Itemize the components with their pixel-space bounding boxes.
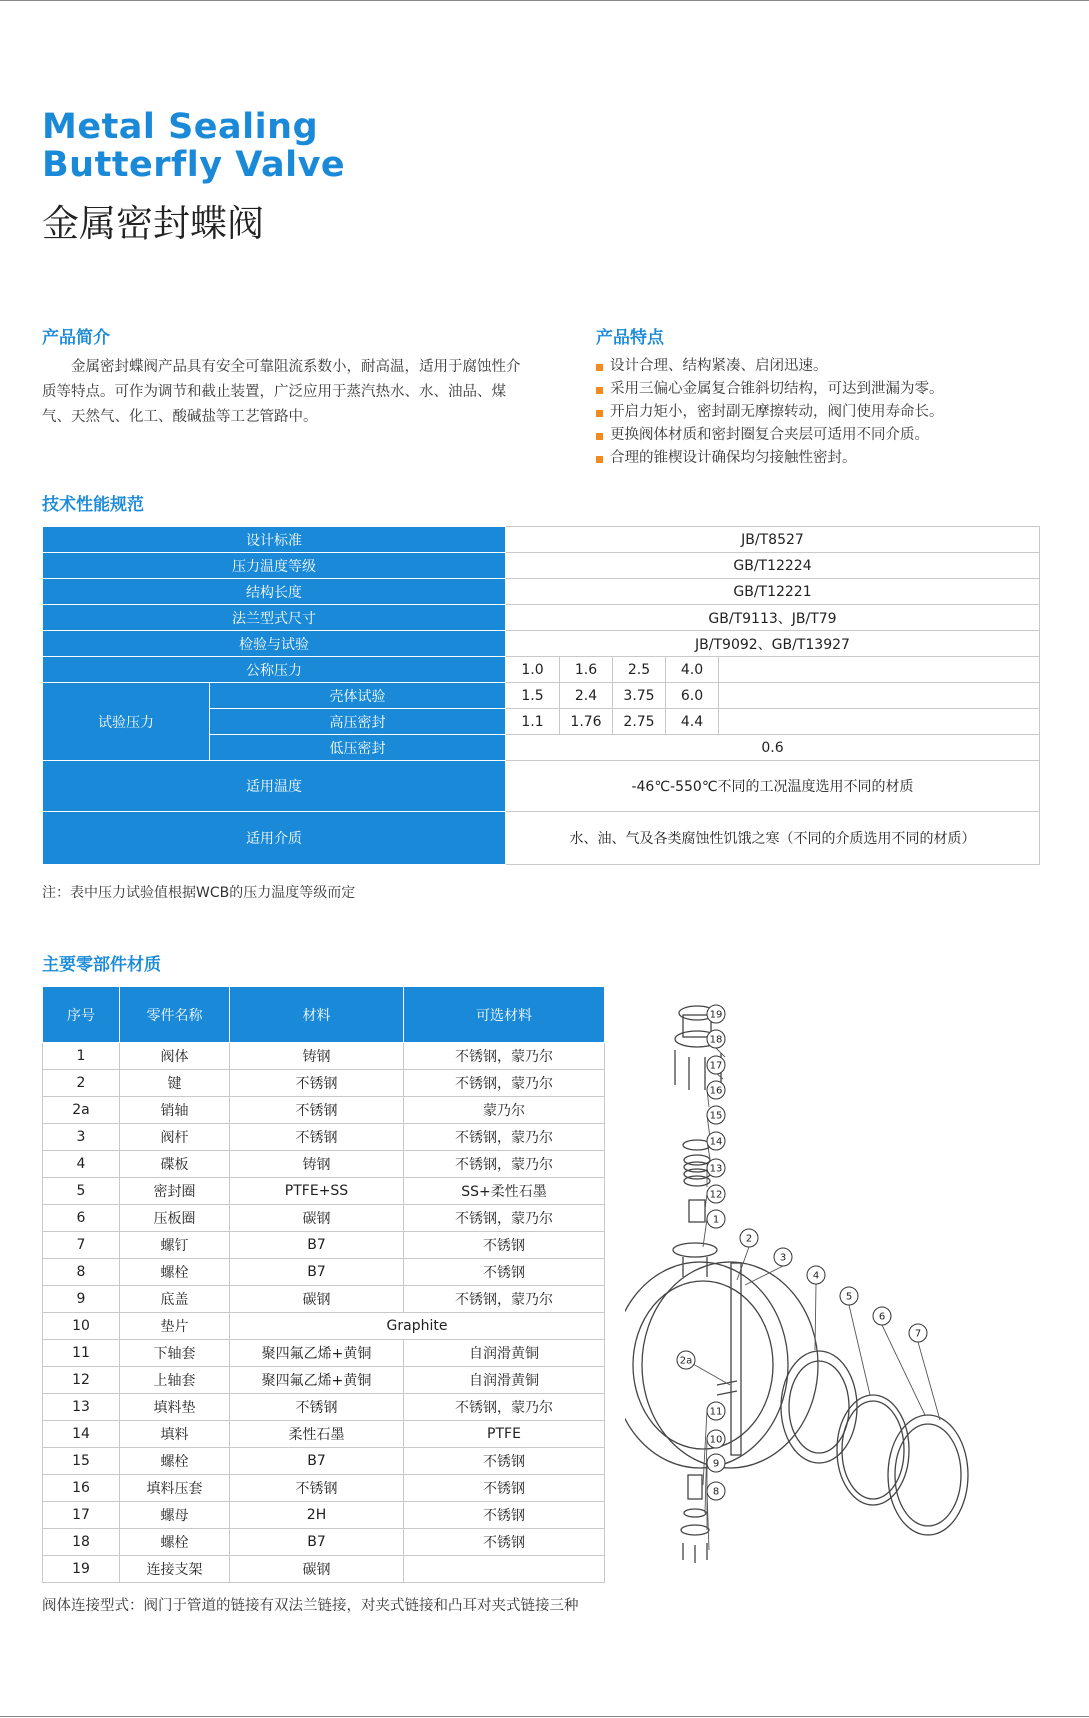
parts-cell: B7 [230,1259,404,1286]
parts-heading: 主要零部件材质 [42,955,161,975]
callout-label: 7 [914,1328,922,1340]
parts-cell [404,1556,605,1583]
parts-row [43,1502,605,1529]
spec-label: 设计标准 [43,527,506,553]
parts-cell: 螺钉 [120,1232,230,1259]
spec-cell [719,683,1040,709]
parts-cell: 垫片 [120,1313,230,1340]
callout-leader [918,1342,940,1420]
spec-cell: 1.5 [506,683,560,709]
parts-cell: 不锈钢，蒙乃尔 [404,1205,605,1232]
spec-label: 法兰型式尺寸 [43,605,506,631]
parts-cell: 不锈钢 [404,1259,605,1286]
parts-cell: 不锈钢，蒙乃尔 [404,1151,605,1178]
title-chinese: 金属密封蝶阀 [42,202,264,245]
parts-row [43,1043,605,1070]
parts-cell: 不锈钢，蒙乃尔 [404,1124,605,1151]
parts-row [43,1421,605,1448]
seal-ring [837,1395,909,1505]
spec-cell: 1.1 [506,709,560,735]
parts-row [43,1070,605,1097]
spec-value: GB/T9113、JB/T79 [506,605,1040,631]
spec-row [43,812,1040,865]
spec-cell: 6.0 [666,683,719,709]
parts-cell: 螺栓 [120,1448,230,1475]
parts-header: 可选材料 [404,987,605,1043]
spec-cell: 3.75 [613,683,666,709]
parts-cell: 13 [43,1394,120,1421]
parts-cell: Graphite [230,1313,605,1340]
parts-cell: 不锈钢 [404,1232,605,1259]
spec-label: 适用介质 [43,812,506,865]
callout-label: 15 [709,1110,723,1122]
parts-cell: 7 [43,1232,120,1259]
features-list [596,355,1046,470]
callout-label: 17 [709,1060,723,1072]
parts-cell: 填料 [120,1421,230,1448]
parts-cell: 下轴套 [120,1340,230,1367]
parts-cell: 键 [120,1070,230,1097]
parts-cell: PTFE [404,1421,605,1448]
title-en-line2: Butterfly Valve [42,145,346,185]
callout-label: 13 [709,1163,723,1175]
bottom-rule [0,1716,1089,1717]
gasket [684,1509,706,1517]
parts-cell: 上轴套 [120,1367,230,1394]
parts-cell: 聚四氟乙烯+黄铜 [230,1340,404,1367]
parts-cell: 17 [43,1502,120,1529]
parts-row [43,1529,605,1556]
spec-label: 公称压力 [43,657,506,683]
spec-cell: 2.5 [613,657,666,683]
spec-value: GB/T12221 [506,579,1040,605]
parts-cell: 碟板 [120,1151,230,1178]
parts-row [43,1205,605,1232]
features-heading: 产品特点 [596,328,664,348]
spec-row [43,631,1040,657]
spec-value: -46℃-550℃不同的工况温度选用不同的材质 [506,761,1040,812]
callout-label: 19 [709,1009,723,1021]
intro-text: 金属密封蝶阀产品具有安全可靠阻流系数小，耐高温，适用于腐蚀性介质等特点。可作为调节和截止装置，广泛应用于蒸汽热水、水、油品、煤气、天然气、化工、酸碱盐等工艺管路中。 [42,359,521,425]
parts-row [43,1448,605,1475]
parts-cell: 3 [43,1124,120,1151]
spec-label: 壳体试验 [210,683,506,709]
spec-label: 适用温度 [43,761,506,812]
parts-cell: 14 [43,1421,120,1448]
title-en-line1: Metal Sealing [42,107,319,147]
intro-heading: 产品简介 [42,328,110,348]
parts-cell: 2 [43,1070,120,1097]
callout-label: 12 [709,1189,723,1201]
spec-row [43,553,1040,579]
spec-value: JB/T8527 [506,527,1040,553]
parts-cell: 自润滑黄铜 [404,1367,605,1394]
parts-cell: 蒙乃尔 [404,1097,605,1124]
parts-cell: 不锈钢 [230,1070,404,1097]
parts-cell: 填料压套 [120,1475,230,1502]
parts-cell: 不锈钢 [404,1502,605,1529]
spec-cell: 4.4 [666,709,719,735]
spec-label: 压力温度等级 [43,553,506,579]
callout-label: 10 [709,1434,723,1446]
parts-cell: 不锈钢，蒙乃尔 [404,1043,605,1070]
callout-label: 1 [712,1214,720,1226]
spec-cell: 1.0 [506,657,560,683]
parts-cell: 销轴 [120,1097,230,1124]
parts-cell: 聚四氟乙烯+黄铜 [230,1367,404,1394]
parts-cell: 碳钢 [230,1286,404,1313]
feature-item: 设计合理、结构紧凑、启闭迅速。 [596,355,1046,378]
parts-row [43,1124,605,1151]
parts-cell: 5 [43,1178,120,1205]
parts-cell: 不锈钢 [404,1475,605,1502]
callout-label: 2 [745,1233,753,1245]
parts-cell: B7 [230,1529,404,1556]
callout-label: 3 [779,1252,787,1264]
parts-cell: 4 [43,1151,120,1178]
parts-row [43,1178,605,1205]
feature-item: 采用三偏心金属复合锥斜切结构，可达到泄漏为零。 [596,378,1046,401]
parts-cell: 不锈钢，蒙乃尔 [404,1070,605,1097]
parts-row [43,1286,605,1313]
parts-row [43,1340,605,1367]
parts-cell: 18 [43,1529,120,1556]
callout-label: 6 [878,1311,886,1323]
callout-leader [703,1219,707,1247]
parts-row [43,1259,605,1286]
spec-row [43,657,1040,683]
callout-label: 11 [709,1406,723,1418]
seal-ring-inner [842,1401,904,1499]
parts-cell: 2H [230,1502,404,1529]
parts-cell: 10 [43,1313,120,1340]
parts-cell: 12 [43,1367,120,1394]
parts-row [43,1313,605,1340]
parts-cell: 16 [43,1475,120,1502]
lower-bushing [688,1475,702,1499]
parts-cell: 填料垫 [120,1394,230,1421]
valve-body-back [642,1262,818,1468]
parts-row [43,1367,605,1394]
parts-cell: 铸钢 [230,1043,404,1070]
parts-cell: 螺栓 [120,1259,230,1286]
spec-value: JB/T9092、GB/T13927 [506,631,1040,657]
callout-leader [745,1266,783,1285]
parts-cell: B7 [230,1232,404,1259]
parts-cell: 密封圈 [120,1178,230,1205]
spec-value: 水、油、气及各类腐蚀性饥饿之寒（不同的介质选用不同的材质） [506,812,1040,865]
bottom-cover [681,1525,709,1535]
spec-row [43,761,1040,812]
parts-cell: 不锈钢 [230,1097,404,1124]
spec-label: 结构长度 [43,579,506,605]
callout-label: 18 [709,1034,723,1046]
parts-cell: 不锈钢 [404,1529,605,1556]
title-english [42,108,345,184]
spec-note: 注：表中压力试验值根据WCB的压力温度等级而定 [42,885,356,901]
valve-body-inner [633,1281,773,1449]
parts-cell: 螺母 [120,1502,230,1529]
spec-label: 检验与试验 [43,631,506,657]
parts-cell: 自润滑黄铜 [404,1340,605,1367]
parts-table [42,986,605,1583]
parts-cell: 19 [43,1556,120,1583]
parts-cell: 铸钢 [230,1151,404,1178]
footer-note: 阀体连接型式：阀门于管道的链接有双法兰链接，对夹式链接和凸耳对夹式链接三种 [42,1598,579,1614]
spec-cell [719,657,1040,683]
parts-cell: 碳钢 [230,1556,404,1583]
parts-row [43,1151,605,1178]
stem [731,1263,741,1455]
callout-label: 8 [712,1486,720,1498]
parts-header: 序号 [43,987,120,1043]
parts-cell: 不锈钢 [230,1124,404,1151]
spec-row [43,683,1040,709]
parts-cell: 11 [43,1340,120,1367]
disc-inner [789,1361,849,1453]
packing-ring [684,1176,710,1186]
parts-cell: 压板圈 [120,1205,230,1232]
valve-body-outer [625,1262,788,1468]
parts-cell: 阀杆 [120,1124,230,1151]
parts-cell: 15 [43,1448,120,1475]
parts-cell: B7 [230,1448,404,1475]
parts-cell: 不锈钢 [404,1448,605,1475]
spec-heading: 技术性能规范 [42,495,144,515]
spec-row [43,605,1040,631]
parts-cell: PTFE+SS [230,1178,404,1205]
parts-cell: 6 [43,1205,120,1232]
parts-cell: 不锈钢 [230,1394,404,1421]
spec-label: 低压密封 [210,735,506,761]
callout-label: 2a [679,1355,693,1367]
parts-cell: 螺栓 [120,1529,230,1556]
parts-cell: 柔性石墨 [230,1421,404,1448]
spec-value: GB/T12224 [506,553,1040,579]
spec-row [43,579,1040,605]
callout-leader [849,1305,870,1395]
top-rule [0,0,1089,1]
parts-row [43,1394,605,1421]
feature-item: 合理的锥楔设计确保均匀接触性密封。 [596,447,1046,470]
parts-row [43,1475,605,1502]
parts-cell: 1 [43,1043,120,1070]
parts-cell: 不锈钢，蒙乃尔 [404,1286,605,1313]
callout-label: 9 [712,1458,720,1470]
parts-header-row [43,987,605,1043]
parts-cell: 底盖 [120,1286,230,1313]
spec-cell: 1.6 [560,657,613,683]
parts-header: 零件名称 [120,987,230,1043]
spec-table [42,526,1040,865]
parts-cell: SS+柔性石墨 [404,1178,605,1205]
feature-item: 开启力矩小，密封副无摩擦转动，阀门使用寿命长。 [596,401,1046,424]
parts-cell: 连接支架 [120,1556,230,1583]
parts-cell: 不锈钢 [230,1475,404,1502]
parts-row [43,1232,605,1259]
parts-cell: 9 [43,1286,120,1313]
parts-cell: 阀体 [120,1043,230,1070]
disc [781,1351,857,1463]
parts-cell: 碳钢 [230,1205,404,1232]
parts-cell: 8 [43,1259,120,1286]
callout-label: 4 [812,1270,820,1282]
parts-row [43,1556,605,1583]
callout-label: 5 [845,1291,853,1303]
spec-cell [719,709,1040,735]
parts-cell: 2a [43,1097,120,1124]
spec-cell: 2.4 [560,683,613,709]
parts-header: 材料 [230,987,404,1043]
spec-cell: 2.75 [613,709,666,735]
spec-row [43,527,1040,553]
spec-cell: 1.76 [560,709,613,735]
spec-label: 试验压力 [43,683,210,761]
spec-label: 高压密封 [210,709,506,735]
spec-value: 0.6 [506,735,1040,761]
bushing [689,1200,705,1222]
callout-label: 14 [709,1136,723,1148]
callout-label: 16 [709,1085,723,1097]
top-pad [673,1243,717,1257]
exploded-valve-diagram [625,995,1070,1575]
spec-cell: 4.0 [666,657,719,683]
parts-row [43,1097,605,1124]
feature-item: 更换阀体材质和密封圈复合夹层可适用不同介质。 [596,424,1046,447]
parts-cell: 不锈钢，蒙乃尔 [404,1394,605,1421]
